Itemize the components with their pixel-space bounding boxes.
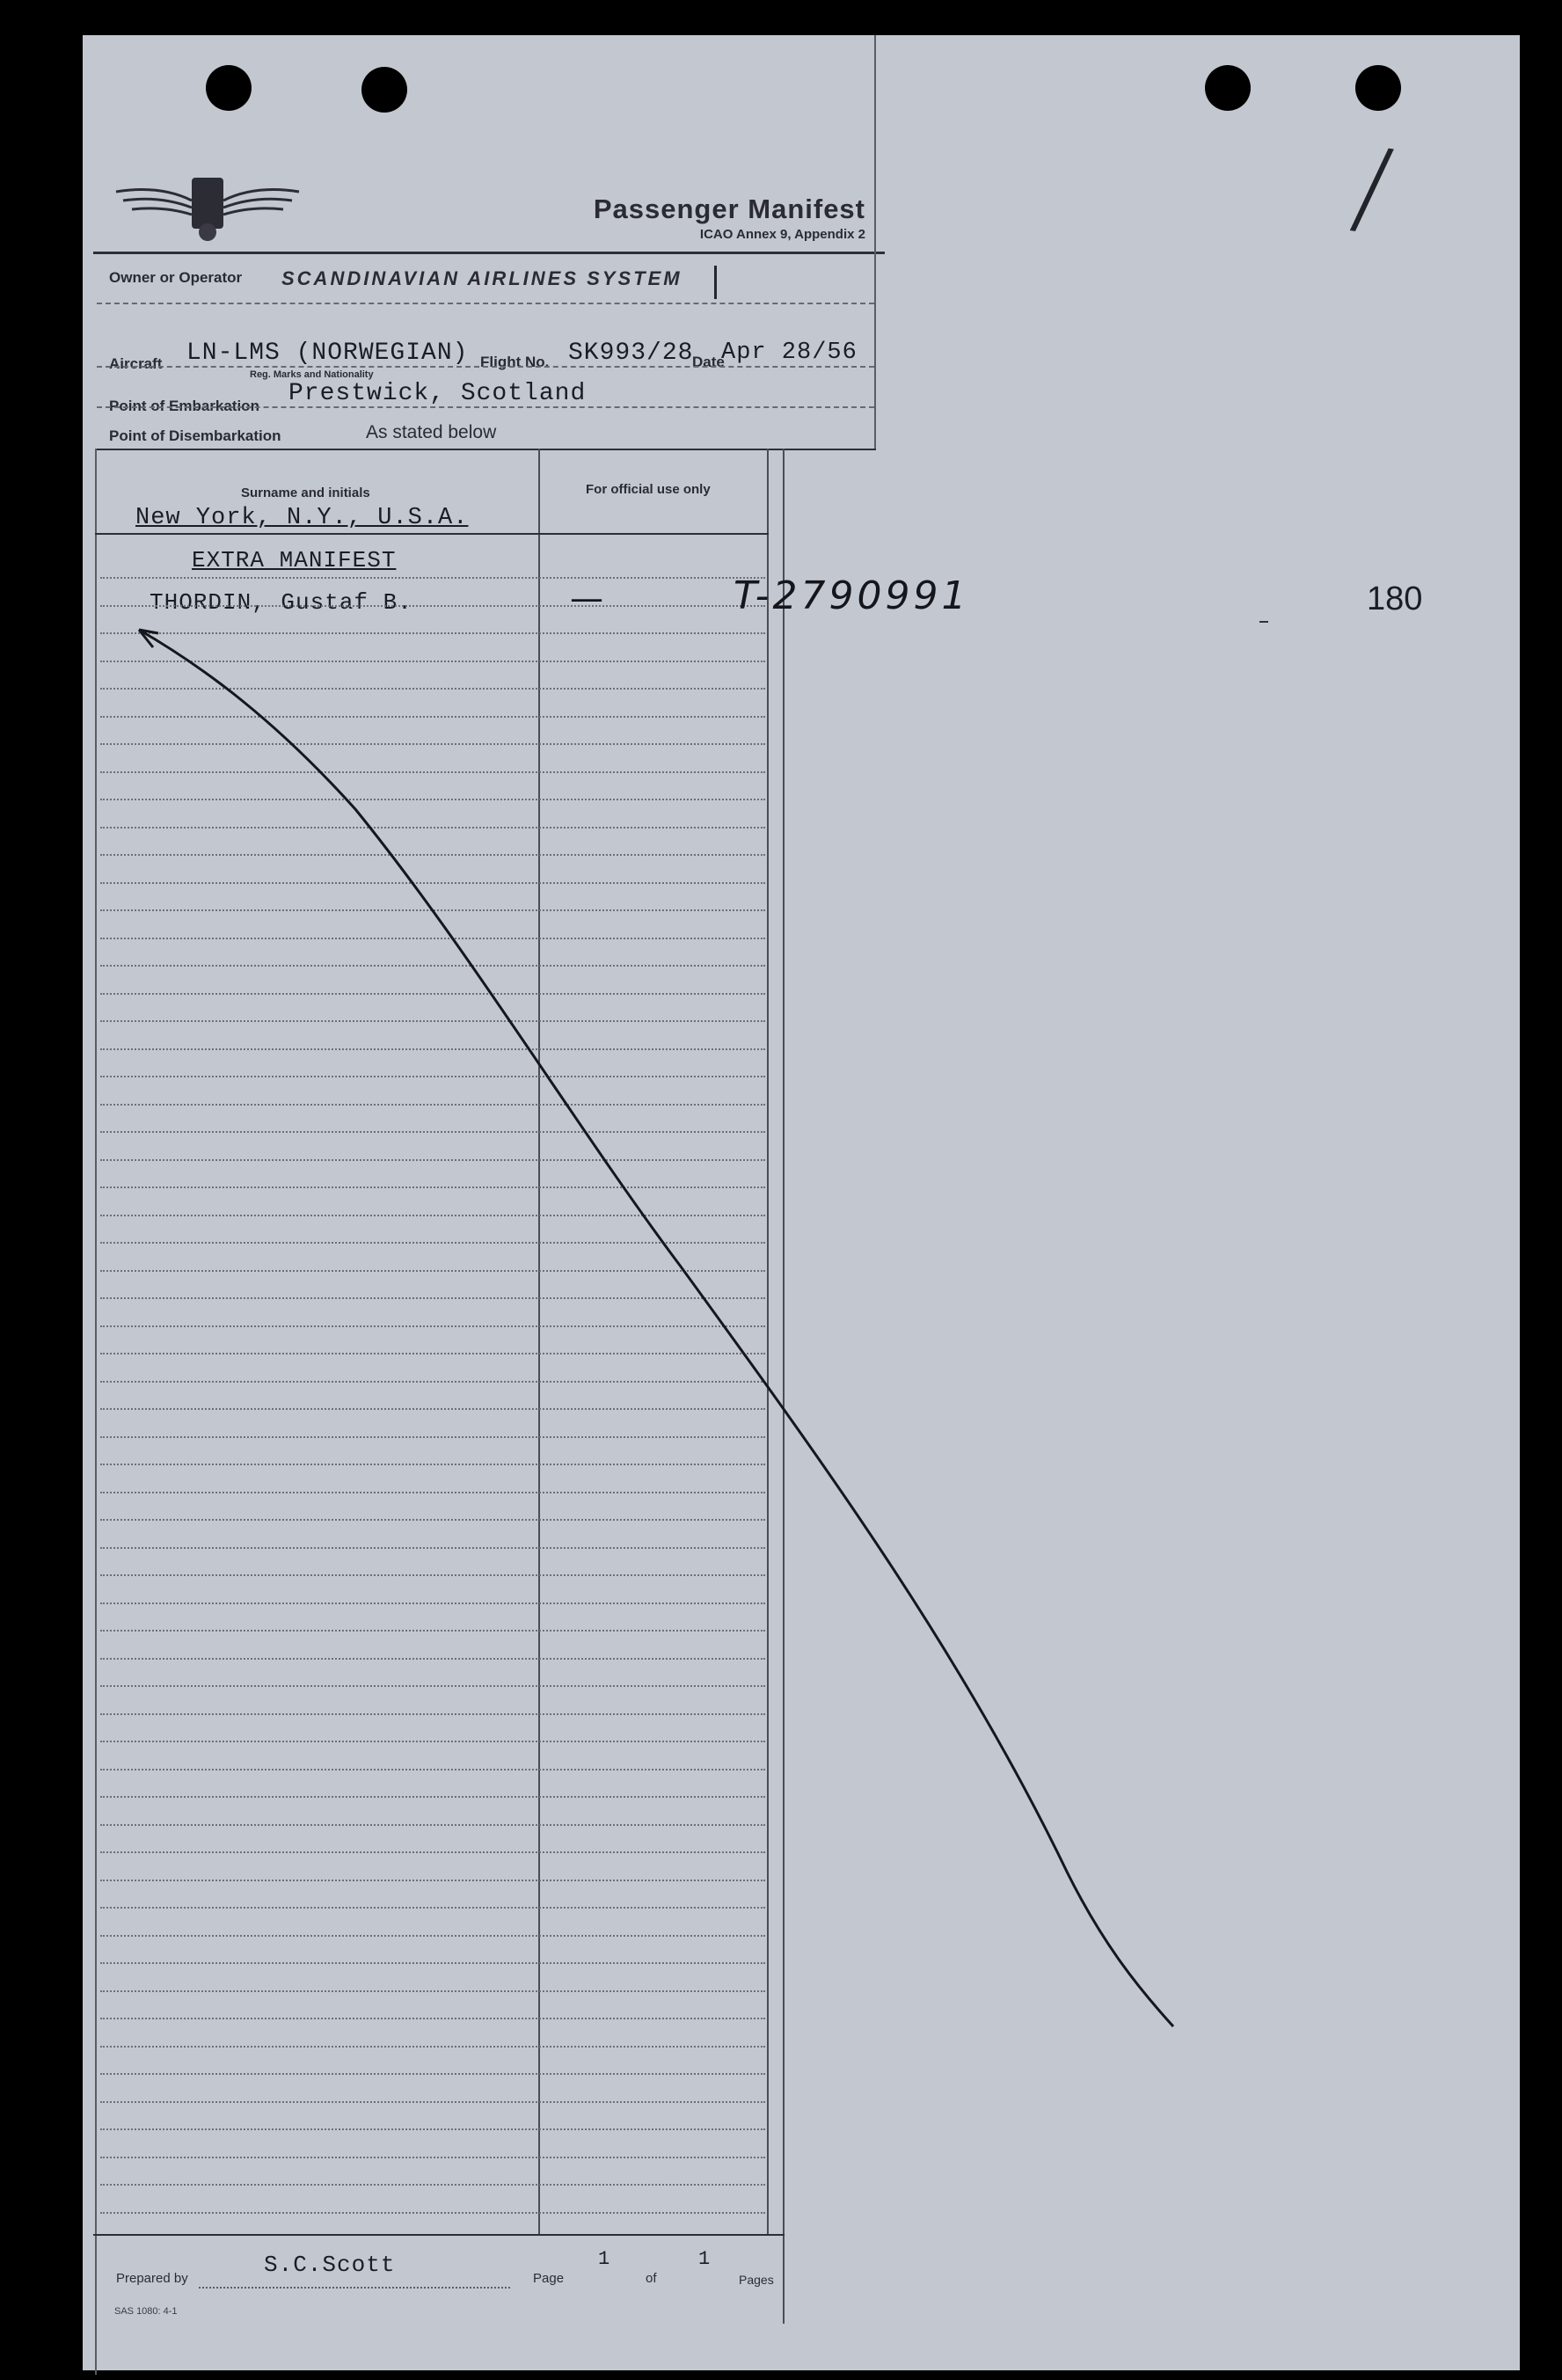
date-label: Date (692, 354, 725, 370)
table-row-name: THORDIN, Gustaf B. (150, 589, 412, 616)
manifest-sheet (83, 35, 1520, 2370)
manifest-title: Passenger Manifest (593, 193, 865, 224)
disembarkation-value: As stated below (366, 422, 497, 442)
manifest-subtitle: ICAO Annex 9, Appendix 2 (699, 227, 865, 242)
divider (93, 2234, 785, 2236)
pages-label: Pages (739, 2273, 774, 2287)
aircraft-value: LN-LMS (NORWEGIAN) (186, 339, 469, 367)
prepared-by-label: Prepared by (116, 2271, 188, 2286)
column-header-name: Surname and initials (241, 485, 370, 500)
table-row-name: New York, N.Y., U.S.A. (135, 505, 469, 531)
handwritten-number: T-2790991 (734, 573, 970, 618)
flight-value: SK993/28 (568, 339, 694, 367)
embarkation-value: Prestwick, Scotland (288, 380, 587, 407)
disembarkation-label: Point of Disembarkation (109, 427, 281, 444)
form-code: SAS 1080: 4-1 (114, 2306, 178, 2317)
embarkation-label: Point of Embarkation (109, 398, 259, 414)
page-label: Page (533, 2271, 565, 2286)
corner-mark: / (1346, 124, 1398, 252)
page-number-stamp: 180 (1367, 580, 1423, 617)
aircraft-sublabel: Reg. Marks and Nationality (250, 369, 374, 380)
prepared-by-value: S.C.Scott (264, 2252, 396, 2278)
owner-value: SCANDINAVIAN AIRLINES SYSTEM (281, 267, 682, 289)
flight-label: Flight No. (480, 354, 550, 370)
owner-label: Owner or Operator (109, 269, 243, 286)
date-value: Apr 28/56 (721, 339, 858, 366)
table-row-name: EXTRA MANIFEST (192, 547, 397, 573)
of-value: 1 (698, 2248, 712, 2270)
aircraft-label: Aircraft (109, 355, 163, 372)
column-header-official: For official use only (586, 482, 711, 497)
of-label: of (646, 2271, 657, 2286)
divider (199, 2287, 510, 2289)
table-row-official: — (570, 579, 603, 617)
cancellation-stroke (83, 35, 1520, 2370)
page-value: 1 (598, 2248, 611, 2270)
